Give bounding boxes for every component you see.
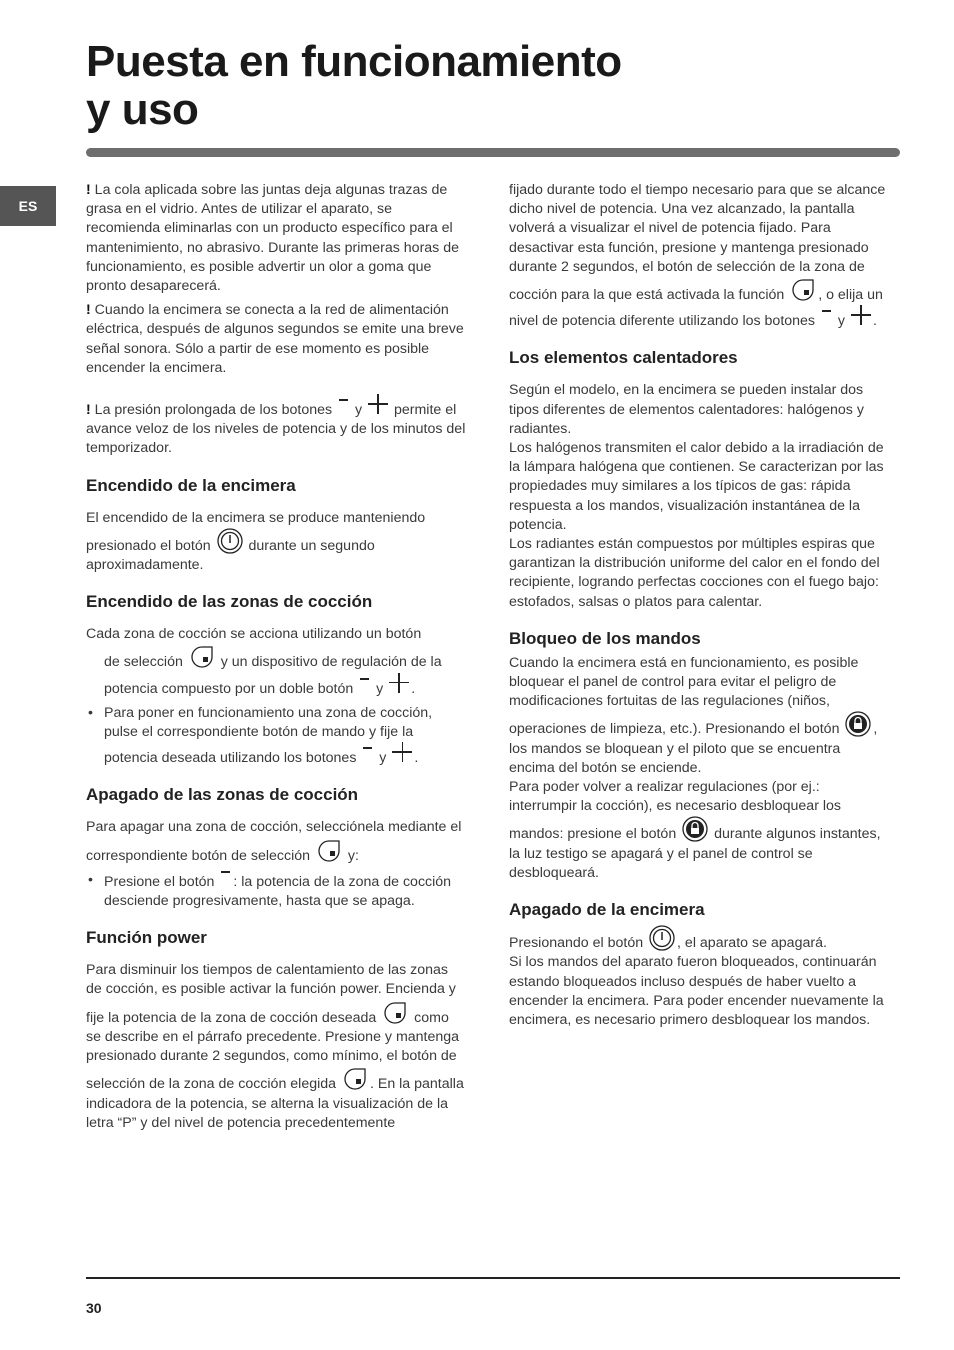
list-item-text: Presione el botón bbox=[104, 873, 219, 890]
bullet-dot: • bbox=[88, 704, 93, 721]
power-button-icon bbox=[649, 925, 675, 951]
para-funcion-power bbox=[86, 961, 466, 1133]
period: . bbox=[411, 680, 416, 697]
para-text: Para poder volver a realizar regulaciones (por ej.: interrumpir la cocción), es necesario desbloquear los mandos: presione el botón bbox=[509, 779, 841, 843]
para-text: y un dispositivo de regulación de la potencia compuesto por un doble botón bbox=[104, 654, 442, 697]
list-item bbox=[86, 704, 466, 769]
heading-bloqueo-mandos: Bloqueo de los mandos bbox=[509, 628, 701, 648]
power-button-icon bbox=[217, 528, 243, 554]
para-text: El encendido de la encimera se produce manteniendo presionado el botón bbox=[86, 509, 426, 554]
para-text-end: durante algunos instantes, la luz testigo se apagará y el panel de control se desbloqueará. bbox=[509, 826, 881, 881]
para-text: fijado durante todo el tiempo necesario para que se alcance dicho nivel de potencia. Una vez alcanzado, la pantalla volverá a visualizar el nivel de potencia fijado. Para desactivar esta función, presione y mantenga presionado durante 2 segundos, el botón de selección de la zona de cocción para la que está activada la función bbox=[509, 182, 886, 304]
para-text: Presionando el botón bbox=[509, 935, 648, 952]
note-long-press-text: La presión prolongada de los botones bbox=[90, 402, 337, 419]
minus-symbol bbox=[822, 310, 831, 321]
note-power-supply-text: Cuando la encimera se conecta a la red de alimentación eléctrica, después de algunos segundos se emite una breve señal sonora. Sólo a partir de ese momento es posible encender la encimera. bbox=[86, 302, 464, 376]
minus-symbol bbox=[339, 399, 348, 410]
right-column bbox=[509, 181, 889, 1035]
list-item-text: Para poner en funcionamiento una zona de cocción, pulse el correspondiente botón de mando y fije la potencia deseada utilizando los botones bbox=[104, 704, 433, 767]
para-text-end: durante un segundo aproximadamente. bbox=[86, 537, 375, 574]
para-apagado-zonas bbox=[86, 818, 466, 865]
left-column bbox=[86, 181, 466, 1138]
para-text: , o elija un nivel de potencia diferente utilizando los botones bbox=[509, 287, 883, 330]
lock-button-icon bbox=[845, 711, 871, 737]
page-number: 30 bbox=[86, 1300, 102, 1316]
heading-funcion-power: Función power bbox=[86, 928, 207, 948]
period: . bbox=[414, 750, 419, 767]
para-text-end: y: bbox=[343, 847, 359, 864]
heading-apagado-zonas: Apagado de las zonas de cocción bbox=[86, 785, 359, 805]
zone-select-icon bbox=[316, 838, 342, 864]
title-rule bbox=[86, 148, 900, 157]
para-calentadores-2: Los halógenos transmiten el calor debido a la irradiación de la lámpara halógena que contienen. Se caracterizan por las propiedades muy similares a los típicos de gas: rápida respuesta a los mandos, visualización instantánea de la potencia. bbox=[509, 440, 884, 533]
para-text: Cuando la encimera está en funcionamiento, es posible bloquear el panel de control para evitar el peligro de modificaciones fortuitas de las regulaciones (niños, operaciones de limpieza, etc.). Presionando el botón bbox=[509, 654, 859, 738]
conjunction: y bbox=[375, 750, 391, 767]
para-encendido-encimera bbox=[86, 509, 466, 576]
para-apagado-1 bbox=[509, 925, 889, 953]
zone-select-icon bbox=[342, 1066, 368, 1092]
minus-symbol bbox=[363, 747, 372, 758]
bottom-rule bbox=[86, 1277, 900, 1279]
plus-symbol bbox=[392, 742, 412, 762]
note-glue bbox=[86, 181, 466, 296]
para-text: como se describe en el párrafo precedente. Presione y mantenga presionado durante 2 segundos, como mínimo, el botón de selección de la zona de cocción elegida bbox=[86, 1009, 460, 1093]
heading-elementos-calentadores: Los elementos calentadores bbox=[509, 348, 738, 368]
language-tab: ES bbox=[0, 186, 56, 226]
bullet-dot: • bbox=[88, 871, 93, 888]
para-text-end: . En la pantalla indicadora de la potencia, se alterna la visualización de la letra “P” y del nivel de potencia precedentemente bbox=[86, 1076, 464, 1131]
para-text: de selección bbox=[104, 654, 187, 671]
period: . bbox=[872, 313, 877, 330]
warning-mark: ! bbox=[86, 182, 91, 198]
para-text: Para apagar una zona de cocción, selecciónela mediante el correspondiente botón de selección bbox=[86, 819, 462, 864]
warning-mark: ! bbox=[86, 302, 91, 319]
para-apagado-2: Si los mandos del aparato fueron bloqueados, continuarán estando bloqueados incluso después de haber vuelto a encender la encimera. Para poder encender nuevamente la encimera, es necesario primero desbloquear los mandos. bbox=[509, 954, 884, 1028]
para-power-cont bbox=[509, 181, 889, 331]
zone-select-icon bbox=[790, 277, 816, 303]
zone-select-icon bbox=[382, 1000, 408, 1026]
para-bloqueo-2 bbox=[509, 778, 889, 883]
para-text-end: , el aparato se apagará. bbox=[677, 935, 827, 952]
conjunction: y bbox=[833, 313, 849, 330]
note-power-supply bbox=[86, 301, 466, 378]
plus-symbol bbox=[389, 673, 409, 693]
para-text-end: , los mandos se bloquean y el piloto que se encuentra encima del botón se enciende. bbox=[509, 721, 878, 776]
note-long-press-text-end: permite el avance veloz de los niveles de potencia y de los minutos del temporizador. bbox=[86, 402, 466, 457]
note-long-press bbox=[86, 394, 466, 459]
page-title-line-2: y uso bbox=[86, 85, 199, 134]
para-calentadores-1: Según el modelo, en la encimera se pueden instalar dos tipos diferentes de elementos calentadores: halógenos y radiantes. bbox=[509, 382, 864, 437]
zone-select-icon bbox=[189, 644, 215, 670]
para-bloqueo-1 bbox=[509, 654, 889, 778]
para-zonas-detalle bbox=[86, 644, 466, 698]
para-zonas-intro: Cada zona de cocción se acciona utilizando un botón bbox=[86, 626, 422, 643]
list-item bbox=[86, 871, 466, 911]
minus-symbol bbox=[221, 871, 230, 882]
heading-encendido-zonas: Encendido de las zonas de cocción bbox=[86, 592, 373, 612]
conjunction: y bbox=[351, 402, 367, 419]
list-item-text-end: : la potencia de la zona de cocción desciende progresivamente, hasta que se apaga. bbox=[104, 873, 452, 910]
conjunction: y bbox=[372, 680, 388, 697]
para-calentadores-3: Los radiantes están compuestos por múltiples espiras que garantizan la distribución uniforme del calor en el fondo del recipiente, logrando perfectas cocciones con el fuego bajo: estofados, salsas o platos para calentar. bbox=[509, 536, 880, 610]
plus-symbol bbox=[851, 305, 871, 325]
para-text: Para disminuir los tiempos de calentamiento de las zonas de cocción, es posible activar la función power. Encienda y fije la potencia de la zona de cocción deseada bbox=[86, 962, 456, 1026]
warning-mark: ! bbox=[86, 402, 91, 419]
note-glue-text: La cola aplicada sobre las juntas deja algunas trazas de grasa en el vidrio. Antes de utilizar el aparato, se recomienda eliminarlas con un producto específico para el mantenimiento, no abrasivo. Durante las primeras horas de funcionamiento, es posible advertir un olor a goma que pronto desaparecerá. bbox=[86, 182, 460, 295]
heading-apagado-encimera: Apagado de la encimera bbox=[509, 900, 705, 920]
page-title bbox=[86, 38, 622, 134]
minus-symbol bbox=[360, 678, 369, 689]
lock-button-icon bbox=[682, 816, 708, 842]
plus-symbol bbox=[368, 394, 388, 414]
page-title-line-1: Puesta en funcionamiento bbox=[86, 37, 622, 86]
heading-encendido-encimera: Encendido de la encimera bbox=[86, 475, 296, 495]
